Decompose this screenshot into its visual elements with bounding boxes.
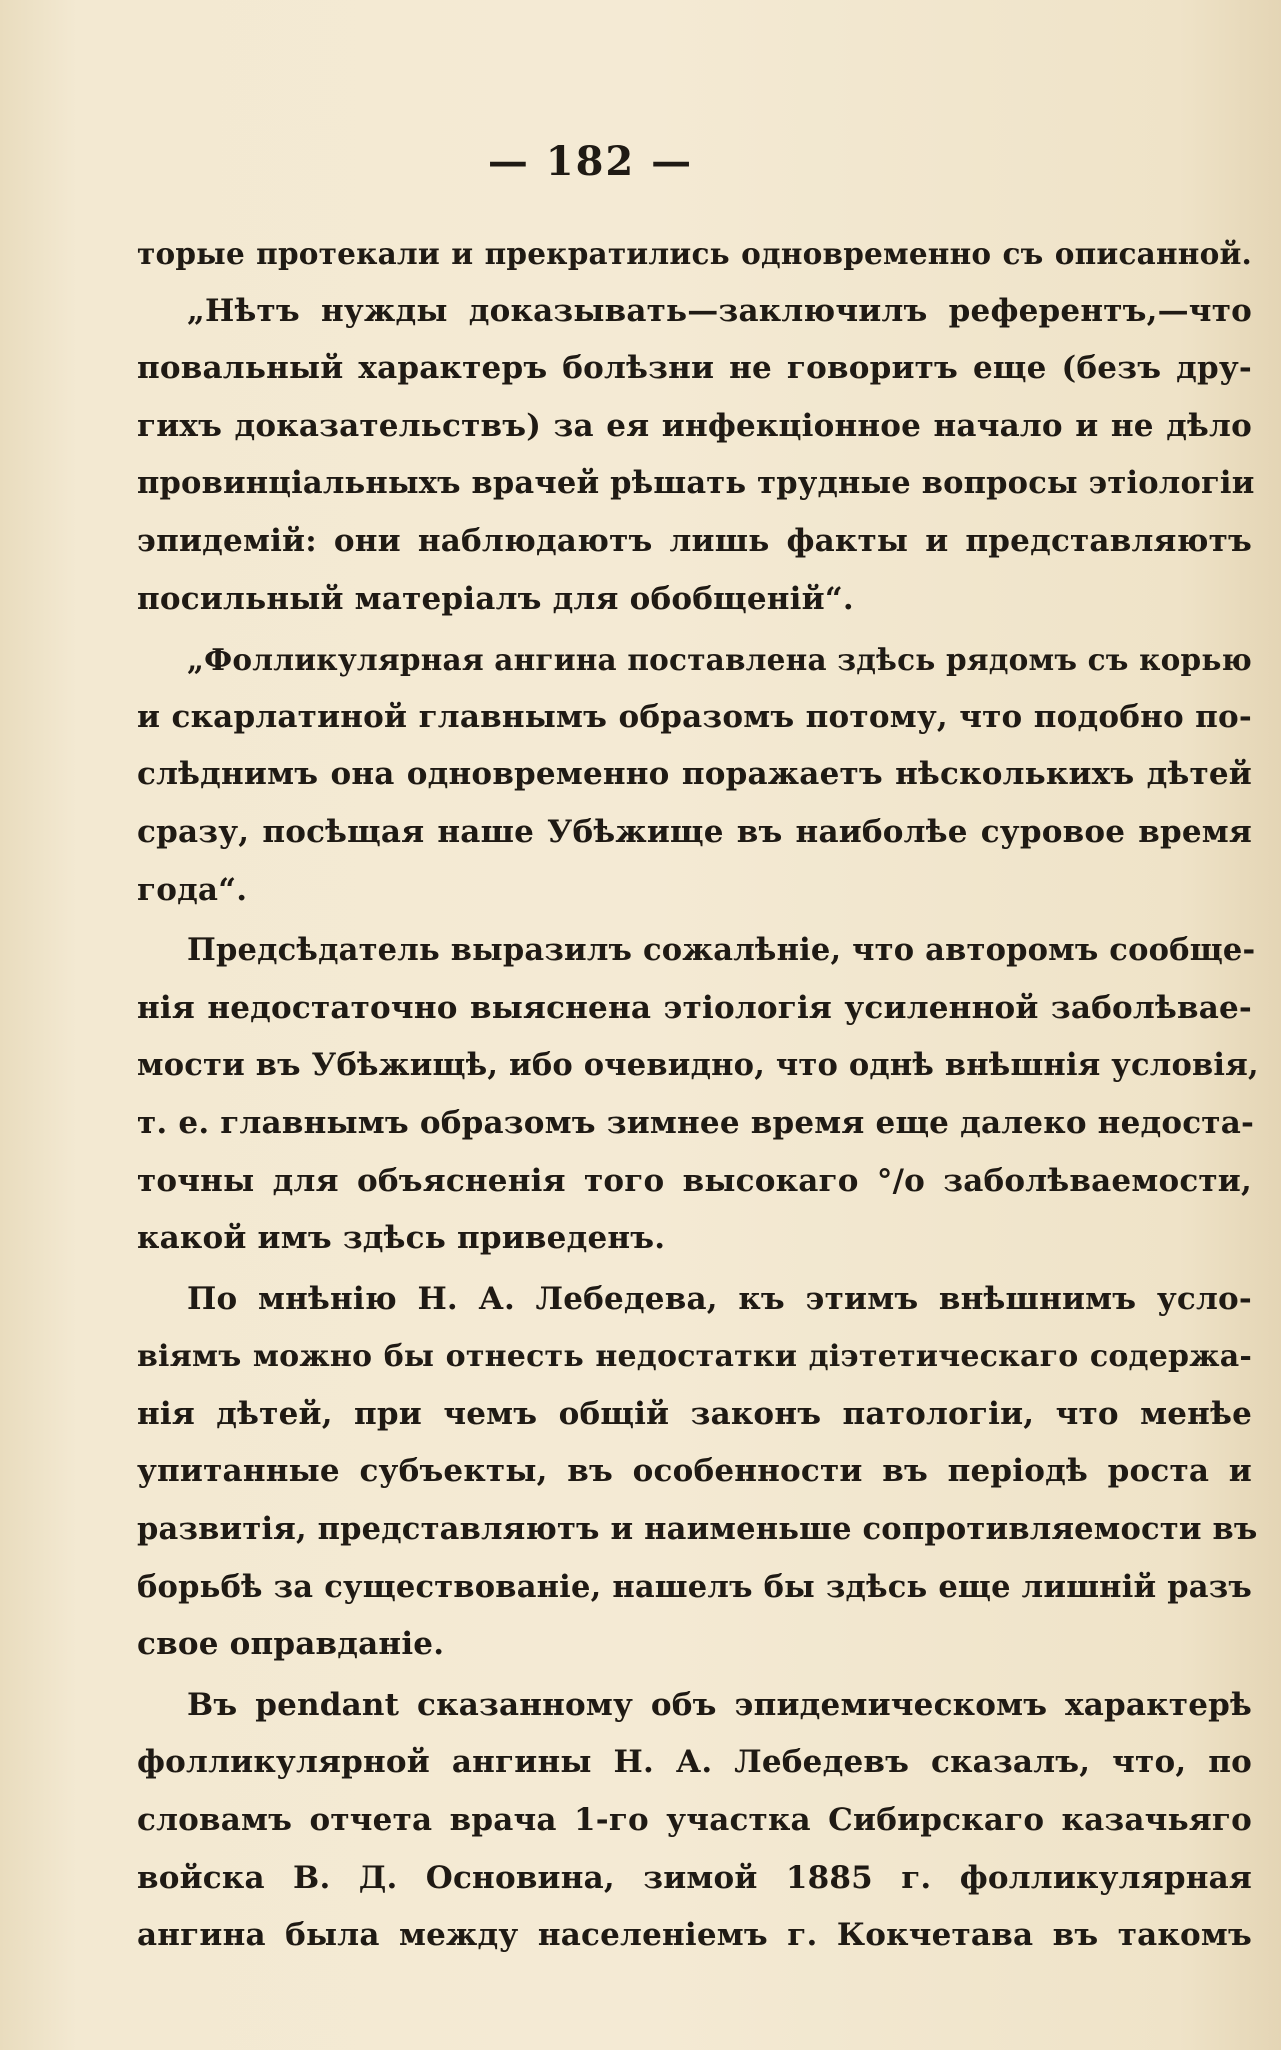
text-line: года“. <box>137 871 248 908</box>
text-line: т. е. главнымъ образомъ зимнее время еще далеко недоста- <box>137 1104 1255 1141</box>
text-line: нія дѣтей, при чемъ общій законъ патологіи, что менѣе <box>137 1395 1252 1432</box>
text-line: и скарлатиной главнымъ образомъ потому, что подобно по- <box>137 698 1252 735</box>
text-line: торые протекали и прекратились одновременно съ описанной. <box>137 236 1252 271</box>
text-line: „Нѣтъ нужды доказывать—заключилъ референтъ,—что <box>187 292 1252 329</box>
text-line: слѣднимъ она одновременно поражаетъ нѣсколькихъ дѣтей <box>137 756 1252 793</box>
page-number: — 182 — <box>487 138 694 185</box>
text-line: повальный характеръ болѣзни не говоритъ еще (безъ дру- <box>137 350 1252 387</box>
text-line: ангина была между населеніемъ г. Кокчетава въ такомъ <box>137 1917 1252 1954</box>
text-line: віямъ можно бы отнесть недостатки діэтетическаго содержа- <box>137 1339 1252 1375</box>
text-line: точны для объясненія того высокаго °/о заболѣваемости, <box>137 1162 1252 1199</box>
text-line: Предсѣдатель выразилъ сожалѣніе, что авторомъ сообще- <box>187 932 1256 969</box>
text-line: борьбѣ за существованіе, нашелъ бы здѣсь еще лишній разъ <box>137 1568 1252 1605</box>
text-line: провинціальныхъ врачей рѣшать трудные вопросы этіологіи <box>137 465 1255 502</box>
text-line: нія недостаточно выяснена этіологія усиленной заболѣвае- <box>137 989 1252 1026</box>
text-line: посильный матеріалъ для обобщеній“. <box>137 580 854 617</box>
text-line: мости въ Убѣжищѣ, ибо очевидно, что однѣ внѣшнія условія, <box>137 1047 1259 1084</box>
text-line: гихъ доказательствъ) за ея инфекціонное начало и не дѣло <box>137 407 1252 444</box>
text-line: „Фолликулярная ангина поставлена здѣсь рядомъ съ корью <box>187 642 1252 678</box>
text-line: фолликулярной ангины Н. А. Лебедевъ сказалъ, что, по <box>137 1744 1252 1781</box>
text-line: эпидемій: они наблюдаютъ лишь факты и представляютъ <box>137 522 1252 559</box>
text-line: словамъ отчета врача 1-го участка Сибирскаго казачьяго <box>137 1802 1252 1839</box>
body-text <box>137 225 1259 1965</box>
text-line: сразу, посѣщая наше Убѣжище въ наиболѣе суровое время <box>137 813 1252 850</box>
text-line: развитія, представляютъ и наименьше сопротивляемости въ <box>137 1511 1258 1548</box>
text-line: упитанные субъекты, въ особенности въ періодѣ роста и <box>137 1453 1252 1490</box>
text-line: какой имъ здѣсь приведенъ. <box>137 1220 666 1257</box>
text-line: По мнѣнію Н. А. Лебедева, къ этимъ внѣшнимъ усло- <box>187 1280 1252 1317</box>
text-line: войска В. Д. Основина, зимой 1885 г. фолликулярная <box>137 1859 1252 1896</box>
text-line: Въ pendant сказанному объ эпидемическомъ характерѣ <box>187 1686 1252 1723</box>
text-line: свое оправданіе. <box>137 1626 445 1663</box>
